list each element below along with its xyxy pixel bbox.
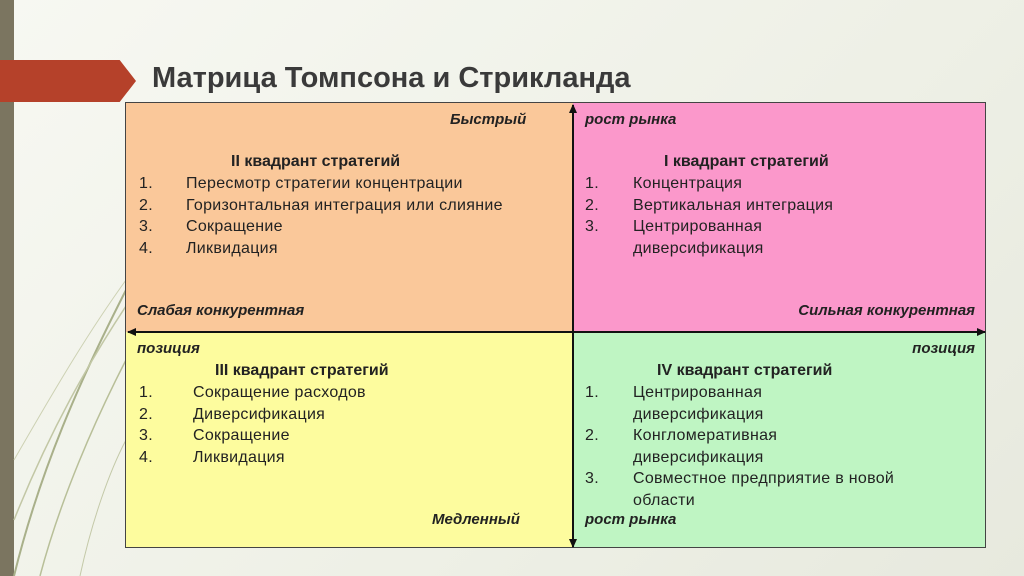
arrow-right-icon	[977, 328, 986, 336]
arrow-down-icon	[569, 539, 577, 548]
axis-label-market-growth-top: рост рынка	[585, 111, 677, 128]
list-item: 3. Центрированная диверсификация	[585, 218, 764, 257]
strategy-matrix	[125, 102, 986, 548]
quadrant-1-heading: I квадрант стратегий	[664, 153, 829, 170]
axis-label-position-right: позиция	[912, 340, 975, 357]
list-item: 4. Ликвидация	[139, 448, 285, 466]
axis-label-strong-position: Сильная конкурентная	[798, 302, 975, 319]
list-item: 3. Сокращение	[139, 218, 283, 235]
list-item: 3. Сокращение	[139, 427, 290, 444]
list-item: 1. Концентрация	[585, 175, 743, 192]
axis-label-fast: Быстрый	[450, 111, 527, 128]
quadrant-4-heading: IV квадрант стратегий	[657, 362, 833, 379]
axis-label-slow: Медленный	[432, 511, 520, 528]
list-item: 1. Сокращение расходов	[139, 384, 366, 401]
axis-label-weak-position: Слабая конкурентная	[137, 302, 305, 319]
axis-label-position-left: позиция	[137, 340, 200, 357]
list-item: 2. Конгломеративная диверсификация	[585, 427, 778, 466]
list-item: 1. Центрированная диверсификация	[585, 384, 764, 423]
quadrant-3-heading: III квадрант стратегий	[215, 362, 389, 379]
list-item: 2. Вертикальная интеграция	[585, 196, 834, 214]
page-title: Матрица Томпсона и Стрикланда	[152, 62, 631, 94]
title-accent-tab	[0, 60, 136, 102]
arrow-left-icon	[127, 328, 136, 336]
list-item: 1. Пересмотр стратегии концентрации	[139, 175, 463, 192]
arrow-up-icon	[569, 104, 577, 113]
list-item: 2. Диверсификация	[139, 405, 326, 423]
list-item: 4. Ликвидация	[139, 239, 278, 257]
list-item: 3. Совместное предприятие в новой области	[585, 470, 895, 509]
list-item: 2. Горизонтальная интеграция или слияние	[139, 196, 503, 214]
axis-label-market-growth-bottom: рост рынка	[585, 511, 677, 528]
axes	[126, 103, 987, 549]
quadrant-2-heading: II квадрант стратегий	[231, 153, 401, 170]
